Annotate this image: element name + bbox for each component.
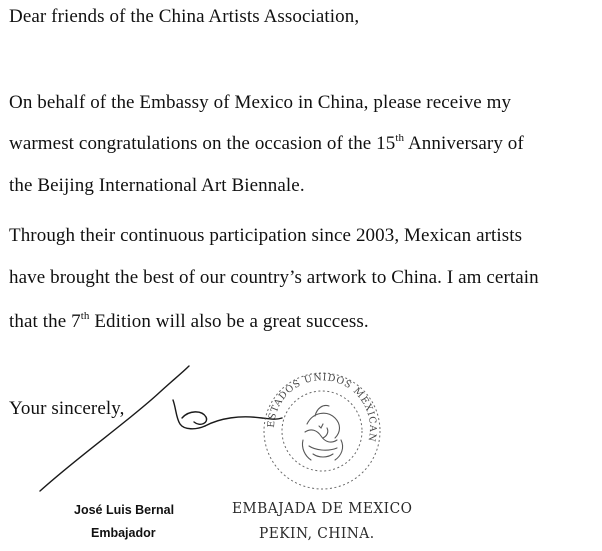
body-paragraph-2-line-2: have brought the best of our country’s artwork to China. I am certain — [9, 267, 539, 288]
body-paragraph-2-line-3-text-a: that the 7 — [9, 311, 81, 332]
mexican-coat-of-arms-seal-icon — [252, 358, 387, 496]
body-paragraph-1-line-2-text-a: warmest congratulations on the occasion of the 15 — [9, 133, 396, 154]
body-paragraph-1-line-1: On behalf of the Embassy of Mexico in China, please receive my — [9, 92, 512, 113]
body-paragraph-2-line-3-text-b: Edition will also be a great success. — [89, 311, 369, 332]
ordinal-suffix: th — [80, 310, 90, 322]
seal-ring-text: ESTADOS UNIDOS MEXICANOS — [252, 358, 379, 444]
ordinal-suffix: th — [395, 132, 405, 144]
seal-line-2: PEKIN, CHINA. — [259, 524, 375, 542]
closing: Your sincerely, — [9, 398, 125, 419]
body-paragraph-2-line-1: Through their continuous participation since 2003, Mexican artists — [9, 225, 523, 246]
signer-name: José Luis Bernal — [74, 503, 175, 517]
salutation: Dear friends of the China Artists Association, — [9, 6, 360, 27]
body-paragraph-1-line-3: the Beijing International Art Biennale. — [9, 175, 305, 196]
signer-title: Embajador — [91, 526, 156, 540]
seal-line-1: EMBAJADA DE MEXICO — [232, 499, 413, 517]
body-paragraph-1-line-2-text-b: Anniversary of — [404, 133, 524, 154]
